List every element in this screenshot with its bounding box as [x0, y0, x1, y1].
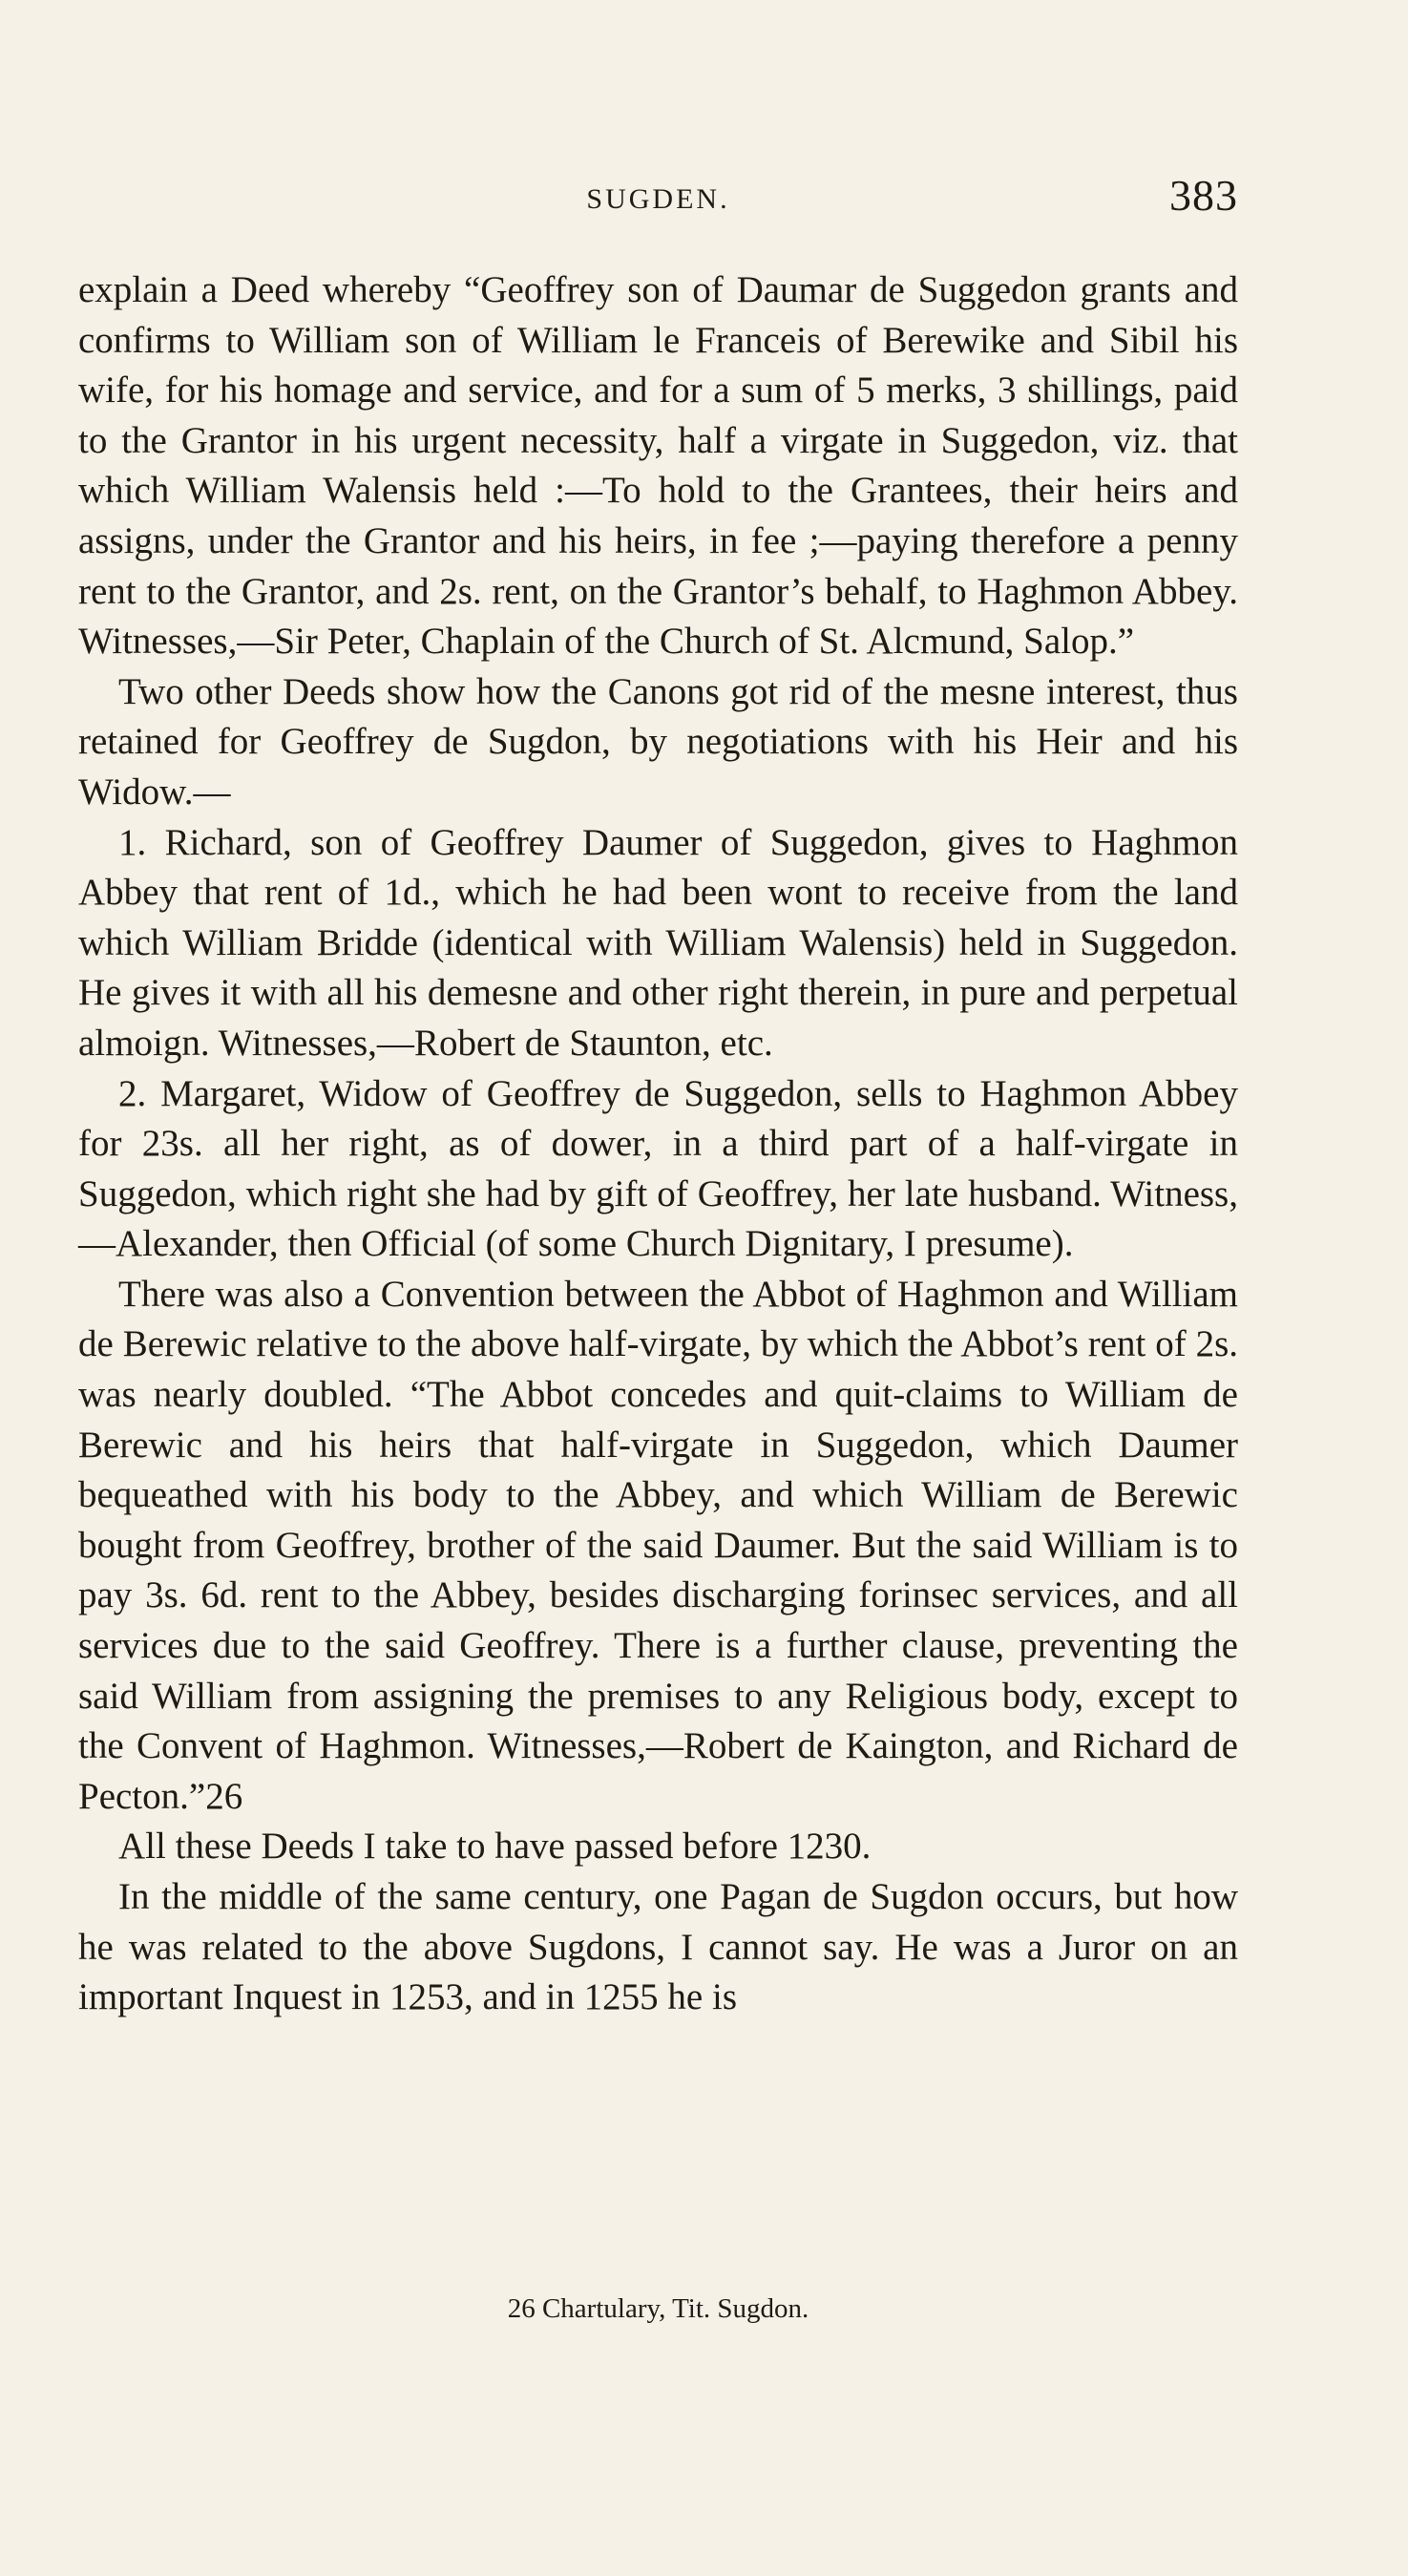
page-header	[78, 170, 1238, 227]
paragraph-margaret-sale: 2. Margaret, Widow of Geoffrey de Suggedon, sells to Haghmon Abbey for 23s. all her right, as of dower, in a third part of a half-virgate in Suggedon, which right she had by gift of Geoffrey, her late husband. Witness,—Alexander, then Official (of some Church Dignitary, I presume).	[78, 1072, 1238, 1265]
paragraph-richard-grant: 1. Richard, son of Geoffrey Daumer of Suggedon, gives to Haghmon Abbey that rent of 1d., which he had been wont to receive from the land which William Bridde (identical with William Walensis) held in Suggedon. He gives it with all his demesne and other right therein, in pure and perpetual almoign. Witnesses,—Robert de Staunton, etc.	[78, 821, 1238, 1064]
paragraph-deed-explanation: explain a Deed whereby “Geoffrey son of Daumar de Suggedon grants and confirms to William son of William le Franceis of Berewike and Sibil his wife, for his homage and service, and for a sum of 5 merks, 3 shillings, paid to the Grantor in his urgent necessity, half a virgate in Suggedon, viz. that which William Walensis held :—To hold to the Grantees, their heirs and assigns, under the Grantor and his heirs, in fee ;—paying therefore a penny rent to the Grantor, and 2s. rent, on the Grantor’s behalf, to Haghmon Abbey. Witnesses,—Sir Peter, Chaplain of the Church of St. Alcmund, Salop.”	[78, 269, 1238, 663]
paragraph-pagan-de-sugdon: In the middle of the same century, one Pagan de Sugdon occurs, but how he was related to the above Sugdons, I cannot say. He was a Juror on an important Inquest in 1253, and in 1255 he is	[78, 1876, 1238, 2018]
body-text	[78, 265, 1238, 2023]
paragraph-convention: There was also a Convention between the Abbot of Haghmon and William de Berewic relative to the above half-virgate, by which the Abbot’s rent of 2s. was nearly doubled. “The Abbot concedes and quit-claims to William de Berewic and his heirs that half-virgate in Suggedon, which Daumer bequeathed with his body to the Abbey, and which William de Berewic bought from Geoffrey, brother of the said Daumer. But the said William is to pay 3s. 6d. rent to the Abbey, besides discharging forinsec services, and all services due to the said Geoffrey. There is a further clause, preventing the said William from assigning the premises to any Religious body, except to the Convent of Haghmon. Witnesses,—Robert de Kaington, and Richard de Pecton.”26	[78, 1273, 1238, 1817]
running-head: SUGDEN.	[586, 183, 730, 215]
paragraph-two-other-deeds: Two other Deeds show how the Canons got rid of the mesne interest, thus retained for Geoffrey de Sugdon, by negotiations with his Heir and his Widow.—	[78, 670, 1238, 813]
footnote: 26 Chartulary, Tit. Sugdon.	[507, 2293, 809, 2324]
page-number: 383	[1169, 171, 1238, 220]
paragraph-date-note: All these Deeds I take to have passed before 1230.	[118, 1826, 872, 1868]
